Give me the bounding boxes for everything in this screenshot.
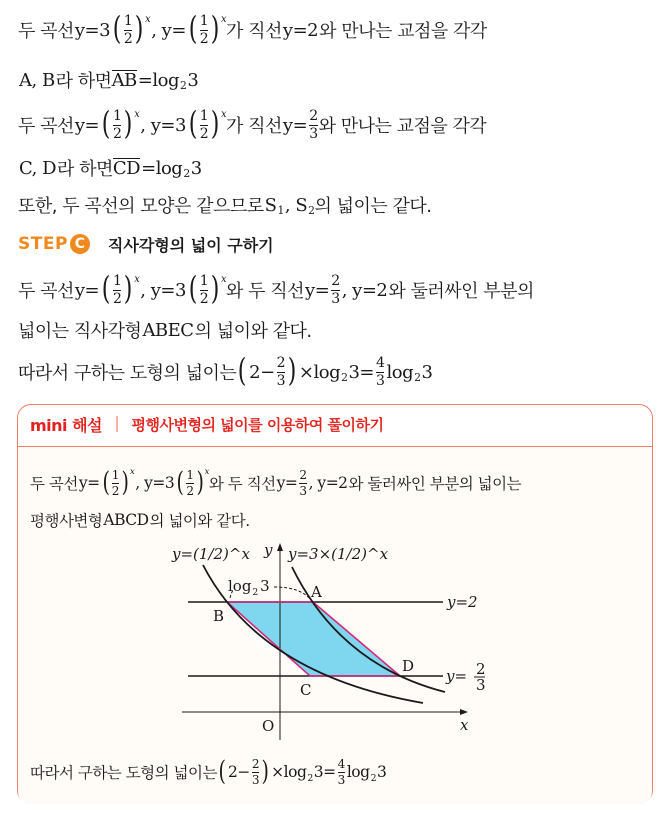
math-text: , y=3: [135, 474, 175, 492]
fraction: [252, 758, 259, 786]
fraction: [277, 356, 285, 388]
math-text: =log: [141, 157, 183, 179]
text-run: 와 만나는 교점을 각각: [318, 116, 487, 137]
text-run: 두 곡선: [18, 281, 74, 302]
y-axis-arrow: [277, 543, 283, 551]
denominator: 2: [112, 125, 122, 142]
point-d-label: D: [402, 657, 415, 675]
right-paren: ): [196, 467, 204, 499]
x-axis-arrow: [460, 709, 468, 715]
subscript: 2: [308, 204, 315, 217]
numerator: 1: [123, 12, 133, 29]
right-paren: ): [287, 353, 297, 390]
math-text: 3=: [313, 763, 336, 781]
exponent: x: [145, 14, 151, 25]
fraction: [200, 109, 208, 141]
fraction: [338, 758, 345, 786]
exponent: x: [134, 109, 140, 120]
math-text: ×log: [298, 361, 341, 383]
math-text: ABCD: [103, 511, 149, 529]
math-text: , y=: [151, 19, 186, 41]
right-paren: ): [261, 756, 269, 788]
segment-overline: AB: [111, 69, 137, 91]
fraction: [200, 14, 208, 46]
numerator: 4: [337, 756, 345, 771]
left-paren: (: [218, 756, 226, 788]
text-line: [18, 10, 487, 50]
text-run: 또한, 두 곡선의 모양은 같으므로: [18, 196, 264, 217]
math-text: , y=3: [140, 279, 186, 301]
text-run: 넓이는 직사각형: [18, 321, 142, 342]
mini-title: 평행사변형의 넓이를 이용하여 풀이하기: [131, 415, 384, 434]
mini-label: mini 해설: [30, 415, 103, 435]
numerator: 2: [331, 272, 340, 289]
math-text: , y=3: [140, 114, 186, 136]
math-text: C, D: [19, 157, 57, 179]
fraction: [186, 469, 193, 497]
line-y-2-3-den: 3: [476, 676, 486, 694]
numerator: 1: [186, 467, 194, 482]
numerator: 1: [112, 107, 122, 124]
exponent: x: [220, 274, 227, 285]
fraction: [124, 14, 132, 46]
denominator: 2: [199, 30, 209, 47]
curve2-label: y=3×(1/2)^x: [288, 545, 389, 563]
log-label-text: [228, 577, 270, 598]
text-run: 두 곡선: [18, 21, 74, 42]
denominator: 2: [112, 290, 122, 307]
numerator: 1: [199, 272, 209, 289]
point-c-label: C: [300, 681, 312, 699]
text-line: [18, 60, 199, 100]
text-run: 와 둘러싸인 부분의: [388, 281, 534, 302]
point-b-label: B: [213, 607, 225, 625]
math-text: y=: [276, 474, 298, 492]
text-line: [30, 752, 387, 792]
exponent: x: [204, 467, 209, 477]
subscript: 2: [183, 167, 190, 180]
math-text: log: [346, 763, 370, 781]
text-run: 가 직선: [226, 116, 282, 137]
math-text: 3: [421, 361, 433, 383]
fraction: [331, 274, 339, 306]
left-paren: (: [238, 353, 247, 390]
math-text: 3=: [348, 361, 375, 383]
numerator: 1: [199, 107, 209, 124]
math-text: y=: [74, 114, 100, 136]
text-run: 와 둘러싸인 부분의 넓이는: [348, 475, 522, 493]
step-c-heading: [18, 228, 274, 260]
math-text: , y=2: [308, 474, 348, 492]
x-axis-label: x: [460, 716, 469, 734]
subscript: 2: [341, 371, 348, 384]
fraction: [299, 469, 306, 497]
text-run: 평행사변형: [30, 512, 103, 530]
numerator: 2: [276, 354, 286, 371]
text-run: 라 하면: [55, 71, 112, 92]
origin-label: O: [262, 717, 275, 735]
text-run: 의 넓이와 같다.: [194, 321, 312, 342]
fraction: [200, 274, 208, 306]
math-text: ABEC: [142, 319, 194, 341]
math-text: 3: [190, 157, 202, 179]
text-run: 와 만나는 교점을 각각: [319, 21, 487, 42]
math-text: 2−: [228, 763, 250, 781]
text-line: [18, 148, 203, 188]
denominator: 3: [276, 372, 286, 389]
fraction: [113, 109, 121, 141]
left-paren: (: [188, 11, 197, 48]
text-line: [18, 310, 312, 350]
text-run: 가 직선: [226, 21, 282, 42]
subscript: 2: [370, 773, 376, 784]
math-text: y=: [282, 114, 308, 136]
text-line: [18, 352, 433, 392]
numerator: 2: [299, 467, 307, 482]
exponent: x: [220, 14, 227, 25]
right-paren: ): [210, 106, 220, 143]
subscript: 2: [307, 773, 313, 784]
math-text: y=: [78, 474, 100, 492]
denominator: 3: [299, 483, 307, 498]
subscript: 1: [277, 204, 284, 217]
left-paren: (: [188, 271, 197, 308]
line-y-2-label: y=2: [447, 593, 478, 611]
denominator: 3: [337, 772, 345, 787]
divider: [116, 416, 118, 432]
right-paren: ): [124, 106, 133, 143]
text-run: 의 넓이와 같다.: [149, 512, 250, 530]
point-a-label: A: [311, 583, 322, 601]
exponent: x: [220, 109, 227, 120]
fraction: [376, 356, 384, 388]
left-paren: (: [188, 106, 197, 143]
right-paren: ): [135, 11, 144, 48]
exponent: x: [129, 467, 135, 477]
step-title: 직사각형의 넓이 구하기: [107, 235, 274, 255]
math-text: ×log: [271, 763, 307, 781]
math-text: S: [264, 194, 277, 216]
left-paren: (: [101, 106, 111, 143]
numerator: 1: [111, 467, 119, 482]
line-y-2-3-prefix: y=: [446, 667, 468, 685]
fraction: [309, 109, 317, 141]
text-line: [30, 463, 521, 503]
math-text: A, B: [19, 69, 55, 91]
text-line: [30, 500, 250, 540]
denominator: 2: [111, 483, 119, 498]
text-line: [18, 270, 534, 310]
line-y-2-3-num: 2: [476, 660, 486, 678]
text-run: 따라서 구하는 도형의 넓이는: [18, 363, 237, 384]
math-text: y=: [305, 279, 330, 301]
text-run: 라 하면: [57, 159, 113, 180]
denominator: 3: [376, 372, 385, 389]
numerator: 1: [199, 12, 209, 29]
numerator: 1: [112, 272, 122, 289]
text-run: 와 두 직선: [226, 281, 305, 302]
math-text: 3: [376, 763, 387, 781]
math-text: 3: [187, 69, 199, 91]
fraction: [113, 274, 121, 306]
math-text: , y=2: [341, 279, 388, 301]
log-num: 3: [260, 577, 270, 595]
denominator: 3: [331, 290, 340, 307]
text-line: [18, 185, 432, 225]
text-line: [18, 105, 486, 145]
step-letter-badge: C: [70, 234, 90, 254]
denominator: 2: [199, 125, 209, 142]
math-text: y=: [74, 279, 100, 301]
mini-header: [30, 410, 384, 438]
right-paren: ): [210, 11, 220, 48]
log-sub: 2: [252, 588, 259, 598]
subscript: 2: [414, 371, 421, 384]
left-paren: (: [101, 271, 111, 308]
left-paren: (: [176, 467, 184, 499]
numerator: 4: [376, 354, 385, 371]
log-label: log: [228, 577, 252, 595]
graph: [170, 535, 500, 745]
denominator: 2: [186, 483, 194, 498]
text-run: 와 두 직선: [208, 475, 276, 493]
denominator: 2: [123, 30, 133, 47]
left-paren: (: [112, 11, 122, 48]
math-text: log: [386, 361, 414, 383]
curve1-label: y=(1/2)^x: [172, 545, 250, 563]
left-paren: (: [102, 467, 110, 499]
math-text: =log: [137, 69, 179, 91]
right-paren: ): [121, 467, 129, 499]
segment-overline: CD: [112, 157, 141, 179]
text-run: 두 곡선: [18, 116, 74, 137]
text-run: 두 곡선: [30, 475, 78, 493]
denominator: 3: [251, 772, 260, 787]
numerator: 2: [309, 107, 318, 124]
exponent: x: [134, 274, 140, 285]
denominator: 3: [309, 125, 318, 142]
y-axis-label: y: [264, 541, 273, 559]
math-text: 2−: [249, 361, 275, 383]
fraction: [112, 469, 119, 497]
right-paren: ): [124, 271, 133, 308]
numerator: 2: [251, 756, 260, 771]
denominator: 2: [199, 290, 209, 307]
text-run: 의 넓이는 같다.: [314, 196, 432, 217]
math-text: y=3: [74, 19, 111, 41]
math-text: y=2: [282, 19, 319, 41]
right-paren: ): [210, 271, 220, 308]
step-label: STEP: [18, 234, 68, 254]
subscript: 2: [180, 79, 187, 92]
text-run: 따라서 구하는 도형의 넓이는: [30, 764, 217, 782]
math-text: , S: [284, 194, 308, 216]
